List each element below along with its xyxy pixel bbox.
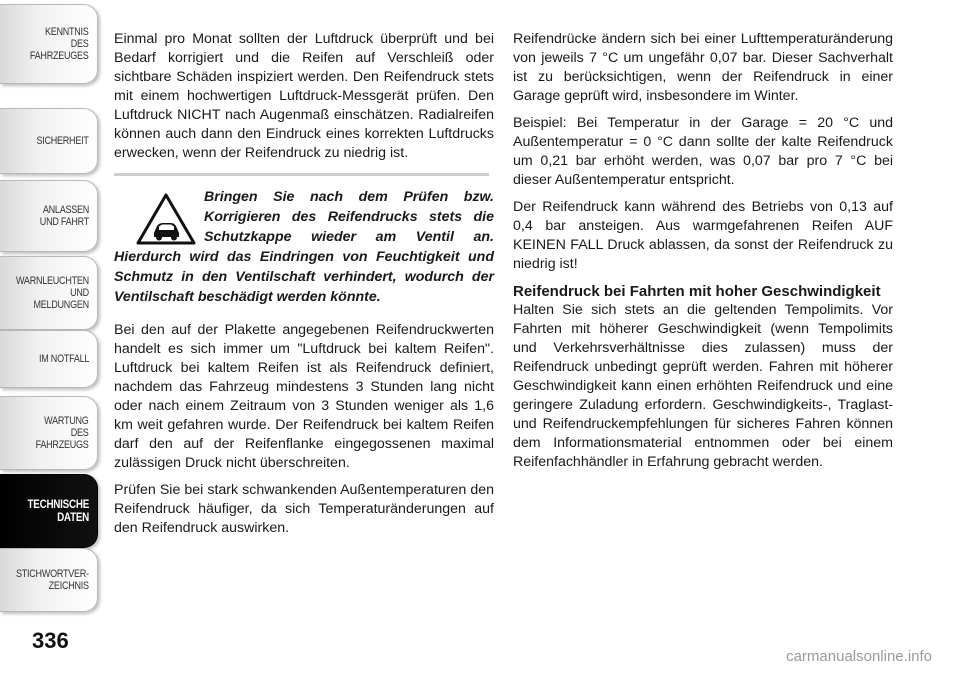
tab-stichwortverzeichnis[interactable] xyxy=(0,548,98,612)
paragraph-temperature: Prüfen Sie bei stark schwankenden Außentemperaturen den Reifendruck häufiger, da sich Temperaturänderungen auf den Reifendruck auswirken. xyxy=(114,482,494,536)
paragraph-pressure-change: Reifendrücke ändern sich bei einer Lufttemperaturänderung von jeweils 7 °C um ungefähr 0,07 bar. Dieser Sachverhalt ist zu berücksichtigen, wenn der Reifendruck in einer Garage geprüft wird, insbesondere im Winter. xyxy=(513,31,893,104)
paragraph-high-speed: Halten Sie sich stets an die geltenden Tempolimits. Vor Fahrten mit höherer Geschwindigkeit (wenn Tempolimits und Verkehrsverhältnisse dies zulassen) muss der Reifendruck unbedingt geprüft werden. Fahren mit höherer Geschwindigkeit kann einen erhöhten Reifendruck und eine geringere Zuladung erfordern. Geschwindigkeits-, Traglast- und Reifendruckempfehlungen für sicheres Fahren können dem Informationsmaterial entnommen oder bei einem Reifenfachhändler in Erfahrung gebracht werden. xyxy=(513,302,893,470)
tab-wartung-des-fahrzeugs[interactable] xyxy=(0,396,98,470)
tab-label: WARTUNG DES FAHRZEUGS xyxy=(36,415,89,451)
tab-label: KENNTNIS DES FAHRZEUGES xyxy=(30,26,89,62)
tab-sicherheit[interactable] xyxy=(0,108,98,174)
tab-anlassen-und-fahrt[interactable] xyxy=(0,180,98,252)
tab-label: STICHWORTVER- ZEICHNIS xyxy=(16,568,89,592)
paragraph-operation: Der Reifendruck kann während des Betriebs von 0,13 auf 0,4 bar ansteigen. Aus warmgefahrenen Reifen AUF KEINEN FALL Druck ablassen, da sonst der Reifendruck zu niedrig ist! xyxy=(513,199,893,272)
warning-triangle-car-icon xyxy=(136,193,196,245)
tab-label: WARNLEUCHTEN UND MELDUNGEN xyxy=(16,275,89,311)
tab-label: IM NOTFALL xyxy=(38,353,89,365)
paragraph-example: Beispiel: Bei Temperatur in der Garage = 20 °C und Außentemperatur = 0 °C dann sollte der kalte Reifendruck um 0,21 bar erhöht werden, was 0,07 bar pro 7 °C bei dieser Außentemperatur entspricht. xyxy=(513,115,893,188)
watermark: carmanualsonline.info xyxy=(786,648,932,665)
right-column xyxy=(513,30,893,480)
left-column xyxy=(114,30,494,546)
warning-box xyxy=(114,173,494,307)
tab-technische-daten[interactable] xyxy=(0,474,98,548)
tab-im-notfall[interactable] xyxy=(0,330,98,388)
warning-text: Bringen Sie nach dem Prüfen bzw. Korrigieren des Reifendrucks stets die Schutzkappe wieder am Ventil an. Hierdurch wird das Eindringen von Feuchtigkeit und Schmutz in den Ventilschaft verhindert, wodurch der Ventilschaft beschädigt werden könnte. xyxy=(114,189,494,305)
tab-kenntnis-des-fahrzeuges[interactable] xyxy=(0,4,98,84)
chapter-sidebar xyxy=(0,0,100,678)
paragraph-cold-pressure: Bei den auf der Plakette angegebenen Reifendruckwerten handelt es sich immer um "Luftdruck bei kaltem Reifen". Luftdruck bei kaltem Reifen ist als Reifendruck definiert, nachdem das Fahrzeug mindestens 3 Stunden lang nicht oder nach einem Zeitraum von 3 Stunden weniger als 1,6 km weit gefahren wurde. Der Reifendruck bei kaltem Reifen darf den auf der Reifenflanke eingegossenen maximal zulässigen Druck nicht überschreiten. xyxy=(114,322,494,471)
paragraph-tire-check: Einmal pro Monat sollten der Luftdruck überprüft und bei Bedarf korrigiert und die Reifen auf Verschleiß oder sichtbare Schäden inspiziert werden. Den Reifendruck stets mit einem hochwertigen Luftdruck-Messgerät prüfen. Den Luftdruck NICHT nach Augenmaß einschätzen. Radialreifen können auch dann den Eindruck eines korrekten Luftdrucks erwecken, wenn der Reifendruck zu niedrig ist. xyxy=(114,31,494,161)
tab-label: SICHERHEIT xyxy=(36,135,89,147)
tab-label: ANLASSEN UND FAHRT xyxy=(39,204,89,228)
warning-divider xyxy=(114,173,489,176)
tab-warnleuchten-und-meldungen[interactable] xyxy=(0,256,98,330)
page-number: 336 xyxy=(32,628,69,653)
section-heading: Reifendruck bei Fahrten mit hoher Geschwindigkeit xyxy=(513,283,881,300)
tab-label: TECHNISCHE DATEN xyxy=(27,497,89,524)
